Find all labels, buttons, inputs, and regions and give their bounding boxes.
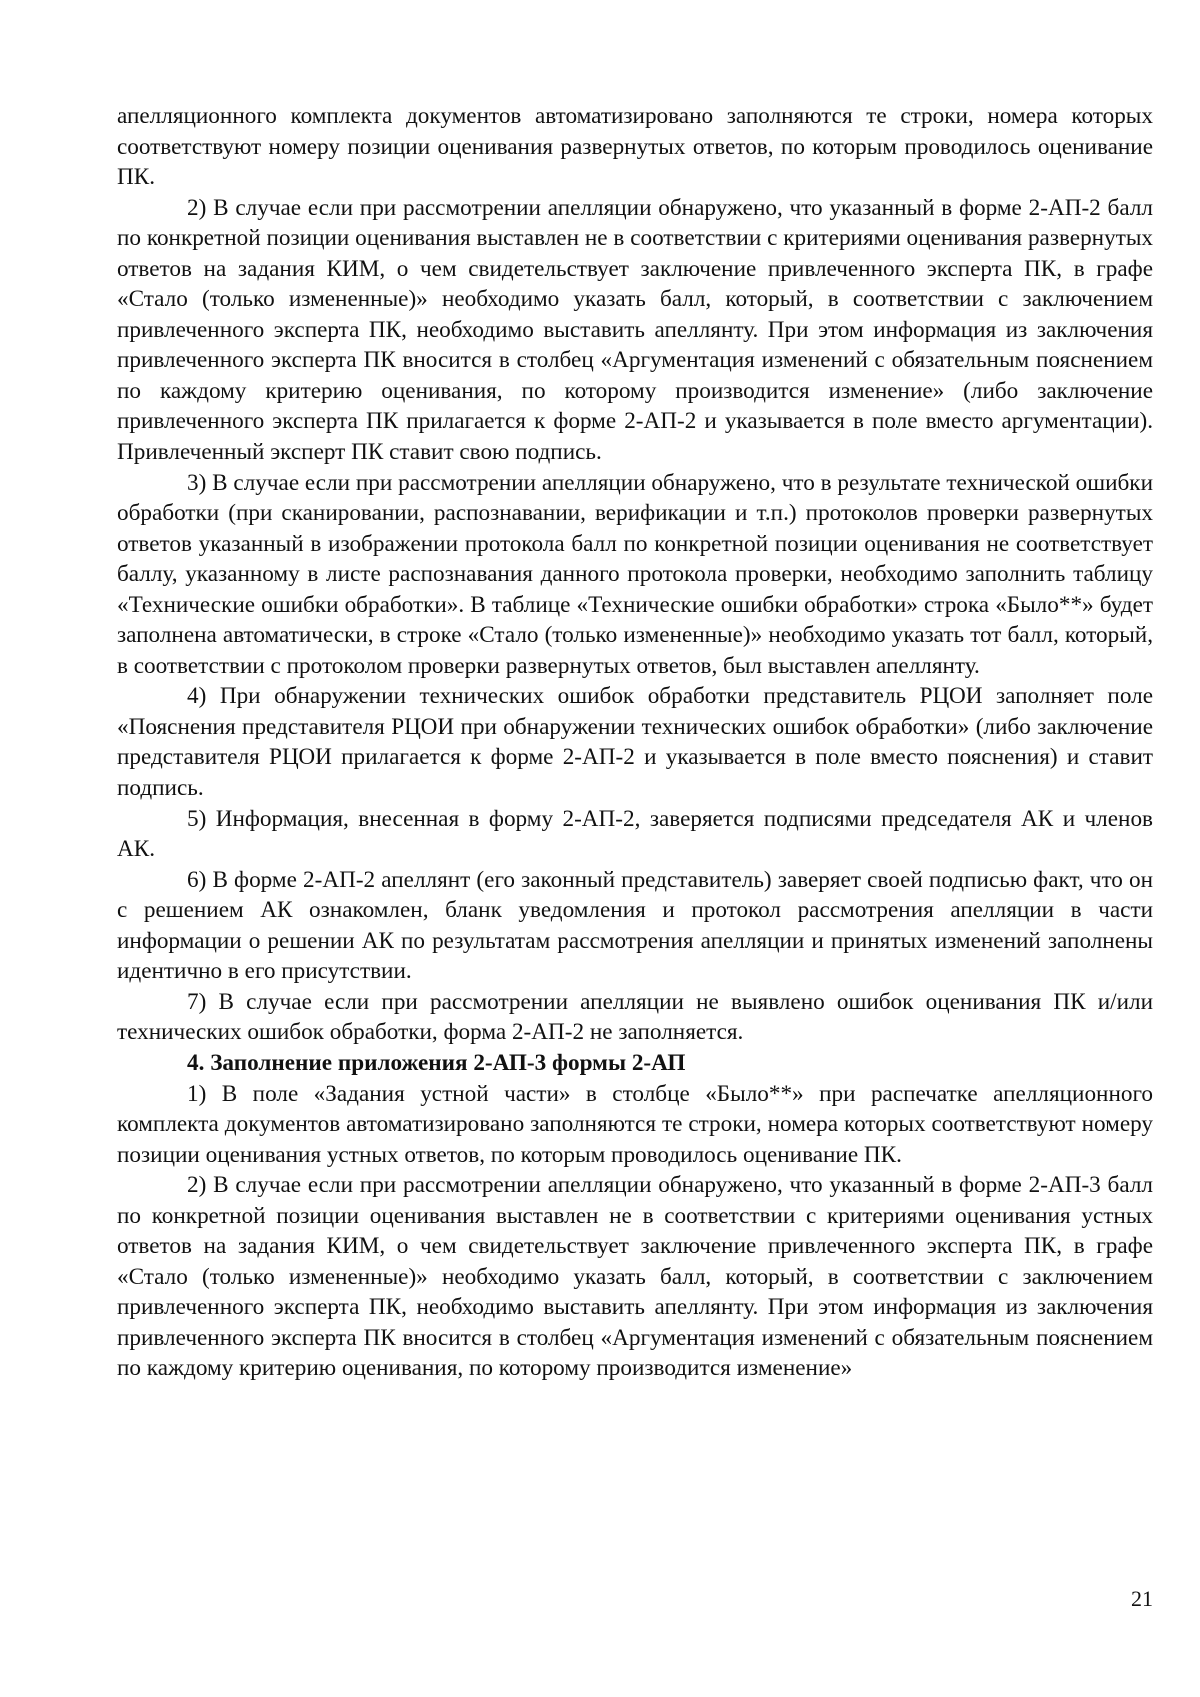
paragraph-continuation: апелляционного комплекта документов автоматизировано заполняются те строки, номера которых соответствуют номеру позиции оценивания развернутых ответов, по которым проводилось оценивание ПК.	[117, 103, 1153, 191]
paragraph-item-3: 3) В случае если при рассмотрении апелляции обнаружено, что в результате технической ошибки обработки (при сканировании, распознавании, верификации и т.п.) протоколов проверки развернутых ответов указанный в изображении протокола балл по конкретной позиции оценивания не соответствует баллу, указанному в листе распознавания данного протокола проверки, необходимо заполнить таблицу «Технические ошибки обработки». В таблице «Технические ошибки обработки» строка «Было**» будет заполнена автоматически, в строке «Стало (только измененные)» необходимо указать тот балл, который, в соответствии с протоколом проверки развернутых ответов, был выставлен апеллянту.	[117, 469, 1153, 679]
section-heading: 4. Заполнение приложения 2-АП-3 формы 2-АП	[187, 1049, 686, 1076]
paragraph-item-2: 2) В случае если при рассмотрении апелляции обнаружено, что указанный в форме 2-АП-2 балл по конкретной позиции оценивания выставлен не в соответствии с критериями оценивания развернутых ответов на задания КИМ, о чем свидетельствует заключение привлеченного эксперта ПК, в графе «Стало (только измененные)» необходимо указать балл, который, в соответствии с заключением привлеченного эксперта ПК, необходимо выставить апеллянту. При этом информация из заключения привлеченного эксперта ПК вносится в столбец «Аргументация изменений с обязательным пояснением по каждому критерию оценивания, по которому производится изменение» (либо заключение привлеченного эксперта ПК прилагается к форме 2-АП-2 и указывается в поле вместо аргументации). Привлеченный эксперт ПК ставит свою подпись.	[117, 194, 1153, 466]
paragraph-item-5: 5) Информация, внесенная в форму 2-АП-2, заверяется подписями председателя АК и членов АК.	[117, 805, 1153, 863]
paragraph-item-4: 4) При обнаружении технических ошибок обработки представитель РЦОИ заполняет поле «Пояснения представителя РЦОИ при обнаружении технических ошибок обработки» (либо заключение представителя РЦОИ прилагается к форме 2-АП-2 и указывается в поле вместо пояснения) и ставит подпись.	[117, 683, 1153, 802]
page-number: 21	[1131, 1586, 1153, 1611]
section-paragraph-item-2: 2) В случае если при рассмотрении апелляции обнаружено, что указанный в форме 2-АП-3 балл по конкретной позиции оценивания выставлен не в соответствии с критериями оценивания устных ответов на задания КИМ, о чем свидетельствует заключение привлеченного эксперта ПК, в графе «Стало (только измененные)» необходимо указать балл, который, в соответствии с заключением привлеченного эксперта ПК, необходимо выставить апеллянту. При этом информация из заключения привлеченного эксперта ПК вносится в столбец «Аргументация изменений с обязательным пояснением по каждому критерию оценивания, по которому производится изменение»	[117, 1172, 1153, 1382]
document-body	[117, 101, 1153, 1384]
paragraph-item-6: 6) В форме 2-АП-2 апеллянт (его законный представитель) заверяет своей подписью факт, что он с решением АК ознакомлен, бланк уведомления и протокол рассмотрения апелляции в части информации о решении АК по результатам рассмотрения апелляции и принятых изменений заполнены идентично в его присутствии.	[117, 866, 1153, 985]
paragraph-item-7: 7) В случае если при рассмотрении апелляции не выявлено ошибок оценивания ПК и/или технических ошибок обработки, форма 2-АП-2 не заполняется.	[117, 988, 1153, 1046]
section-paragraph-item-1: 1) В поле «Задания устной части» в столбце «Было**» при распечатке апелляционного комплекта документов автоматизировано заполняются те строки, номера которых соответствуют номеру позиции оценивания устных ответов, по которым проводилось оценивание ПК.	[117, 1080, 1153, 1168]
